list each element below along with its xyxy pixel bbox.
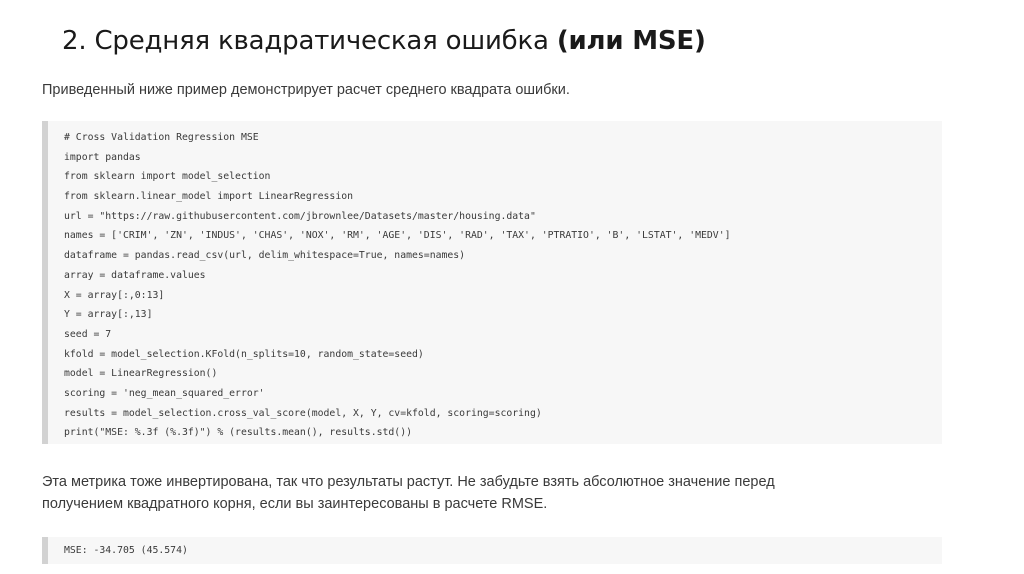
- code-line: kfold = model_selection.KFold(n_splits=10, random_state=seed): [64, 348, 424, 360]
- code-line: seed = 7: [64, 328, 112, 340]
- code-line: results = model_selection.cross_val_score(model, X, Y, cv=kfold, scoring=scoring): [64, 407, 542, 419]
- code-line: from sklearn import model_selection: [64, 171, 271, 183]
- intro-text: Приведенный ниже пример демонстрирует расчет среднего квадрата ошибки.: [42, 82, 570, 98]
- code-line: X = array[:,0:13]: [64, 289, 165, 301]
- code-line: names = ['CRIM', 'ZN', 'INDUS', 'CHAS', 'NOX', 'RM', 'AGE', 'DIS', 'RAD', 'TAX', 'PTRATIO', 'B', 'LSTAT', 'MEDV']: [64, 230, 731, 242]
- explanation-paragraph: [42, 471, 942, 515]
- code-line: import pandas: [64, 151, 141, 163]
- output-block: [42, 537, 942, 564]
- code-line: array = dataframe.values: [64, 269, 206, 281]
- code-line: scoring = 'neg_mean_squared_error': [64, 387, 265, 399]
- code-line: # Cross Validation Regression MSE: [64, 132, 259, 143]
- code-line: Y = array[:,13]: [64, 309, 153, 321]
- code-line: print("MSE: %.3f (%.3f)") % (results.mean(), results.std()): [64, 427, 412, 439]
- slide-title-bold: (или MSE): [556, 26, 706, 56]
- output-line: MSE: -34.705 (45.574): [64, 545, 188, 556]
- paragraph-line-2: получением квадратного корня, если вы заинтересованы в расчете RMSE.: [42, 496, 548, 512]
- code-line: from sklearn.linear_model import LinearRegression: [64, 191, 354, 203]
- slide-title: [62, 26, 706, 56]
- code-block: [42, 121, 942, 444]
- paragraph-line-1: Эта метрика тоже инвертирована, так что результаты растут. Не забудьте взять абсолютное значение перед: [42, 474, 775, 490]
- slide-title-main: 2. Средняя квадратическая ошибка: [62, 26, 549, 56]
- code-line: model = LinearRegression(): [64, 368, 218, 380]
- code-line: url = "https://raw.githubusercontent.com/jbrownlee/Datasets/master/housing.data": [64, 210, 536, 222]
- code-line: dataframe = pandas.read_csv(url, delim_whitespace=True, names=names): [64, 250, 466, 262]
